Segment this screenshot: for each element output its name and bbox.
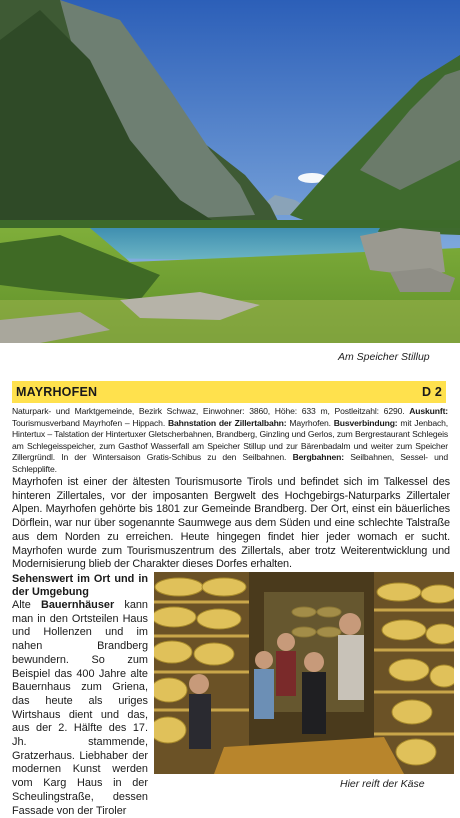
section-title: MAYRHOFEN (16, 385, 98, 399)
info-bahn: Mayrhofen. (286, 417, 334, 428)
section-header (12, 381, 446, 403)
info-auskunft: Tourismusverband Mayrhofen – Hippach. (12, 417, 168, 428)
info-auskunft-label: Auskunft: (409, 406, 448, 416)
sights-highlight: Bauernhäuser (40, 599, 115, 611)
photo-caption-top: Am Speicher Stillup (338, 351, 430, 363)
info-block (12, 406, 448, 476)
main-paragraph: Mayrhofen ist einer der ältesten Tourismusorte Tirols und befindet sich im Talkessel des hinteren Zillertales, vor der imposanten Bergwelt des Hochgebirgs-Naturparks Zillertaler Alpen. Mayrhofen gehörte bis 1801 zur Gemeinde Brandberg. Der Ort, einst ein bäuerliches Dörflein, war nur über sogenannte Saumwege aus dem Süden und eine schlechte Talstraße aus dem Norden zu erreichen. Heute hingegen findet hier jeder womach er sucht. Mayrhofen wurde zum Tourismuszentrum des Zillertals, aber trotz Weiterentwicklung und Modernisierung blieb der Charakter dieses Dorfes erhalten. (12, 476, 450, 571)
cheese-cellar-illustration (154, 572, 454, 774)
sights-text: kann man in den Ortsteilen Haus und Hollenzen und im nahen Brandberg bewundern. So zum Beispiel das 400 Jahre alte Bauernhaus zum Griena, das heute als uriges Wirtshaus dient und das, aus der 2. Hälfte des 17. Jh. stammende, Gratzerhaus. Liebhaber der modernen Kunst werden vom Karg Haus in der Scheulingstraße, dessen Fassade von der Tiroler (12, 599, 148, 817)
sights-heading: Sehenswert im Ort und in der Umgebung (12, 573, 148, 598)
map-grid-reference: D 2 (421, 385, 442, 399)
info-berg-label: Bergbahnen: (292, 452, 344, 463)
cheese-cellar-photo (154, 572, 454, 774)
info-berg: Seilbahnen, Sessel- und Schlepplifte. (12, 452, 449, 474)
sights-column (12, 573, 148, 818)
info-bahn-label: Bahnstation der Zillertalbahn: (167, 417, 287, 428)
info-bus: mit Jenbach, Hintertux – Talstation der Hintertuxer Gletscherbahnen, Brandberg, Ginzling und Gerlos, zum Bergrestaurant Schlegeis am Schlegeisspeicher, zum Gasthof Wasserfall am Speicher Stillup und zur Bärenbadalm und weiter zum Speicher Zillergründl. In der Wintersaison Gratis-Schibus zu den Seilbahnen. (12, 417, 448, 463)
stillup-lake-photo (0, 0, 460, 343)
info-bus-label: Busverbindung: (333, 417, 398, 428)
info-general: Naturpark- und Marktgemeinde, Bezirk Schwaz, Einwohner: 3860, Höhe: 633 m, Postleitzahl: 6290. (12, 406, 410, 416)
photo-caption-cheese: Hier reift der Käse (340, 778, 425, 790)
sights-intro: Alte (12, 599, 41, 611)
landscape-illustration (0, 0, 460, 343)
